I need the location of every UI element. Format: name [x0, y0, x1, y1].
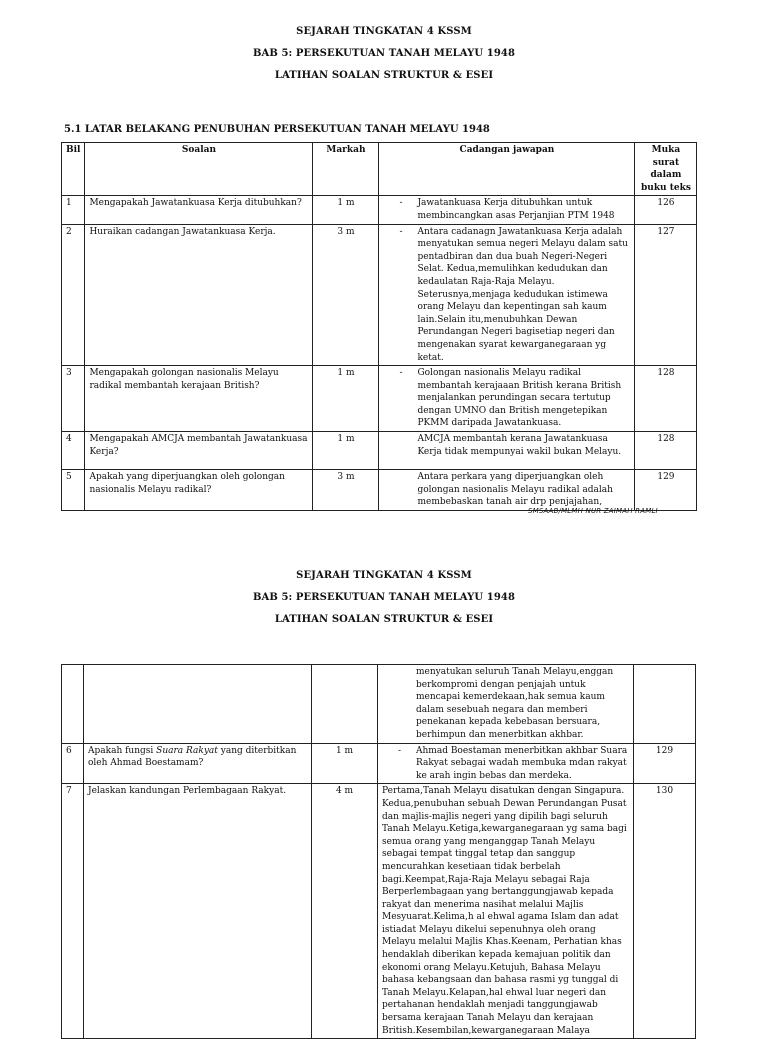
- row-cadangan-text: Antara cadanagn Jawatankuasa Kerja adalah menyatukan semua negeri Melayu dalam satu pentadbiran dan dua buah Negeri-Negeri Selat. Kedua,memulihkan kedudukan dan kedaulatan Raja-Raja Melayu. Seterusnya,menjaga kedudukan istimewa orang Melayu dan kepentingan sah kaum lain.Selain itu,menubuhkan Dewan Perundangan Negeri bagisetiap negeri dan mengenakan syarat kewarganegaraan yg ketat.: [417, 226, 628, 363]
- row-cadangan: [378, 743, 634, 784]
- row-soalan: [84, 665, 312, 744]
- row-cadangan-text: Jawatankuasa Kerja ditubuhkan untuk membincangkan asas Perjanjian PTM 1948: [417, 198, 615, 221]
- page2-title-line3: LATIHAN SOALAN STRUKTUR & ESEI: [274, 614, 494, 625]
- row-muka-surat: 128: [635, 366, 697, 432]
- row-markah: 1 m: [312, 743, 378, 784]
- row-muka-surat: 127: [635, 224, 697, 366]
- row-muka-surat: 129: [635, 470, 697, 511]
- row-markah: 4 m: [312, 784, 378, 1039]
- row-markah: 1 m: [313, 366, 379, 432]
- row-markah: 3 m: [313, 224, 379, 366]
- bullet-dash: -: [399, 226, 403, 237]
- table-row: [62, 224, 697, 366]
- table-header-row: [62, 143, 697, 196]
- row-cadangan-text: Antara perkara yang diperjuangkan oleh golongan nasionalis Melayu radikal adalah membebaskan tanah air drp penjajahan,: [417, 472, 613, 508]
- footer-author: SMSAAB/MLMH NUR ZAIMAH RAMLI: [528, 507, 658, 515]
- page1-title-line3: LATIHAN SOALAN STRUKTUR & ESEI: [274, 70, 494, 81]
- row-bil: 3: [62, 366, 85, 432]
- row-markah: 3 m: [313, 470, 379, 511]
- table-row: [62, 743, 696, 784]
- question-table-page2: [61, 664, 696, 1039]
- row-bil: 4: [62, 432, 85, 470]
- page2-title-line2: BAB 5: PERSEKUTUAN TANAH MELAYU 1948: [252, 592, 516, 603]
- row-bil: 7: [62, 784, 84, 1039]
- row-bil: 6: [62, 743, 84, 784]
- row-cadangan: [378, 665, 634, 744]
- row-muka-surat: [634, 665, 696, 744]
- row-bil: [62, 665, 84, 744]
- table-row: [62, 432, 697, 470]
- table-row: [62, 470, 697, 511]
- row-soalan: Jelaskan kandungan Perlembagaan Rakyat.: [84, 784, 312, 1039]
- page1-title-line2: BAB 5: PERSEKUTUAN TANAH MELAYU 1948: [252, 48, 516, 59]
- header-muka-surat: Muka surat dalam buku teks: [635, 143, 697, 196]
- row-muka-surat: 130: [634, 784, 696, 1039]
- question-table-page1: [61, 142, 697, 511]
- row-cadangan-text: Golongan nasionalis Melayu radikal membantah kerajaaan British kerana British menjalankan perundingan secara tertutup dengan UMNO dan British mengetepikan PKMM daripada Jawatankuasa.: [417, 368, 622, 429]
- header-cadangan: Cadangan jawapan: [379, 143, 635, 196]
- row-soalan: [84, 743, 312, 784]
- bullet-dash: -: [398, 745, 402, 756]
- header-bil: Bil: [62, 143, 85, 196]
- page2-title-line1: SEJARAH TINGKATAN 4 KSSM: [296, 570, 472, 581]
- row-markah: 1 m: [313, 196, 379, 224]
- table-row: [62, 366, 697, 432]
- row-cadangan-text: menyatukan seluruh Tanah Melayu,enggan berkompromi dengan penjajah untuk mencapai kemerdekaan,hak semua kaum dalam sesebuah negara dan memberi penekanan kepada kebebasan bersuara, berhimpun dan menerbitkan akhbar.: [416, 667, 614, 740]
- row-muka-surat: 128: [635, 432, 697, 470]
- page1-title-line1: SEJARAH TINGKATAN 4 KSSM: [296, 26, 472, 37]
- row-bil: 2: [62, 224, 85, 366]
- row-soalan: Apakah yang diperjuangkan oleh golongan nasionalis Melayu radikal?: [85, 470, 313, 511]
- section-heading: 5.1 LATAR BELAKANG PENUBUHAN PERSEKUTUAN TANAH MELAYU 1948: [64, 124, 490, 135]
- bullet-dash: -: [399, 198, 403, 209]
- row-cadangan: [379, 196, 635, 224]
- row-soalan: Mengapakah Jawatankuasa Kerja ditubuhkan?: [85, 196, 313, 224]
- table-row-continued: [62, 665, 696, 744]
- bullet-dash: -: [399, 368, 403, 379]
- row-cadangan: [379, 432, 635, 470]
- row-muka-surat: 129: [634, 743, 696, 784]
- row-cadangan: [379, 470, 635, 511]
- row-cadangan-text: Pertama,Tanah Melayu disatukan dengan Singapura. Kedua,penubuhan sebuah Dewan Perundangan Pusat dan majlis-majlis negeri yang dipilih bagi seluruh Tanah Melayu.Ketiga,kewarganegaraan yg sama bagi semua orang yang menganggap Tanah Melayu sebagai tempat tinggal tetap dan sanggup mencurahkan kesetiaan tidak berbelah bagi.Keempat,Raja-Raja Melayu sebagai Raja Berperlembagaan yang bertanggungjawab kepada rakyat dan menerima nasihat melalui Majlis Mesyuarat.Kelima,h al ehwal agama Islam dan adat istiadat Melayu dikelui sepenuhnya oleh orang Melayu melalui Majlis Khas.Keenam, Perhatian khas hendaklah diberikan kepada kemajuan politik dan ekonomi orang Melayu.Ketujuh, Bahasa Melayu bahasa kebangsaan dan bahasa rasmi yg tunggal di Tanah Melayu.Kelapan,hal ehwal luar negeri dan pertahanan hendaklah menjadi tanggungjawab bersama kerajaan Tanah Melayu dan kerajaan British.Kesembilan,kewarganegaraan Malaya: [382, 786, 627, 1036]
- soalan-text-italic: Suara Rakyat: [156, 745, 218, 756]
- row-bil: 1: [62, 196, 85, 224]
- row-cadangan: [379, 224, 635, 366]
- row-cadangan-text: AMCJA membantah kerana Jawatankuasa Kerja tidak mempunyai wakil bukan Melayu.: [417, 434, 622, 457]
- soalan-text-post: yang diterbitkan oleh Ahmad Boestamam?: [88, 745, 297, 769]
- header-markah: Markah: [313, 143, 379, 196]
- table-row: [62, 784, 696, 1039]
- table-row: [62, 196, 697, 224]
- soalan-text-pre: Apakah fungsi: [88, 745, 157, 756]
- row-muka-surat: 126: [635, 196, 697, 224]
- row-bil: 5: [62, 470, 85, 511]
- row-cadangan-text: Ahmad Boestaman menerbitkan akhbar Suara Rakyat sebagai wadah membuka mdan rakyat ke arah ingin bebas dan merdeka.: [416, 745, 628, 781]
- row-markah: [312, 665, 378, 744]
- row-soalan: Mengapakah AMCJA membantah Jawatankuasa Kerja?: [85, 432, 313, 470]
- row-markah: 1 m: [313, 432, 379, 470]
- row-cadangan: [379, 366, 635, 432]
- header-soalan: Soalan: [85, 143, 313, 196]
- row-soalan: Huraikan cadangan Jawatankuasa Kerja.: [85, 224, 313, 366]
- row-cadangan: [378, 784, 634, 1039]
- row-soalan: Mengapakah golongan nasionalis Melayu radikal membantah kerajaan British?: [85, 366, 313, 432]
